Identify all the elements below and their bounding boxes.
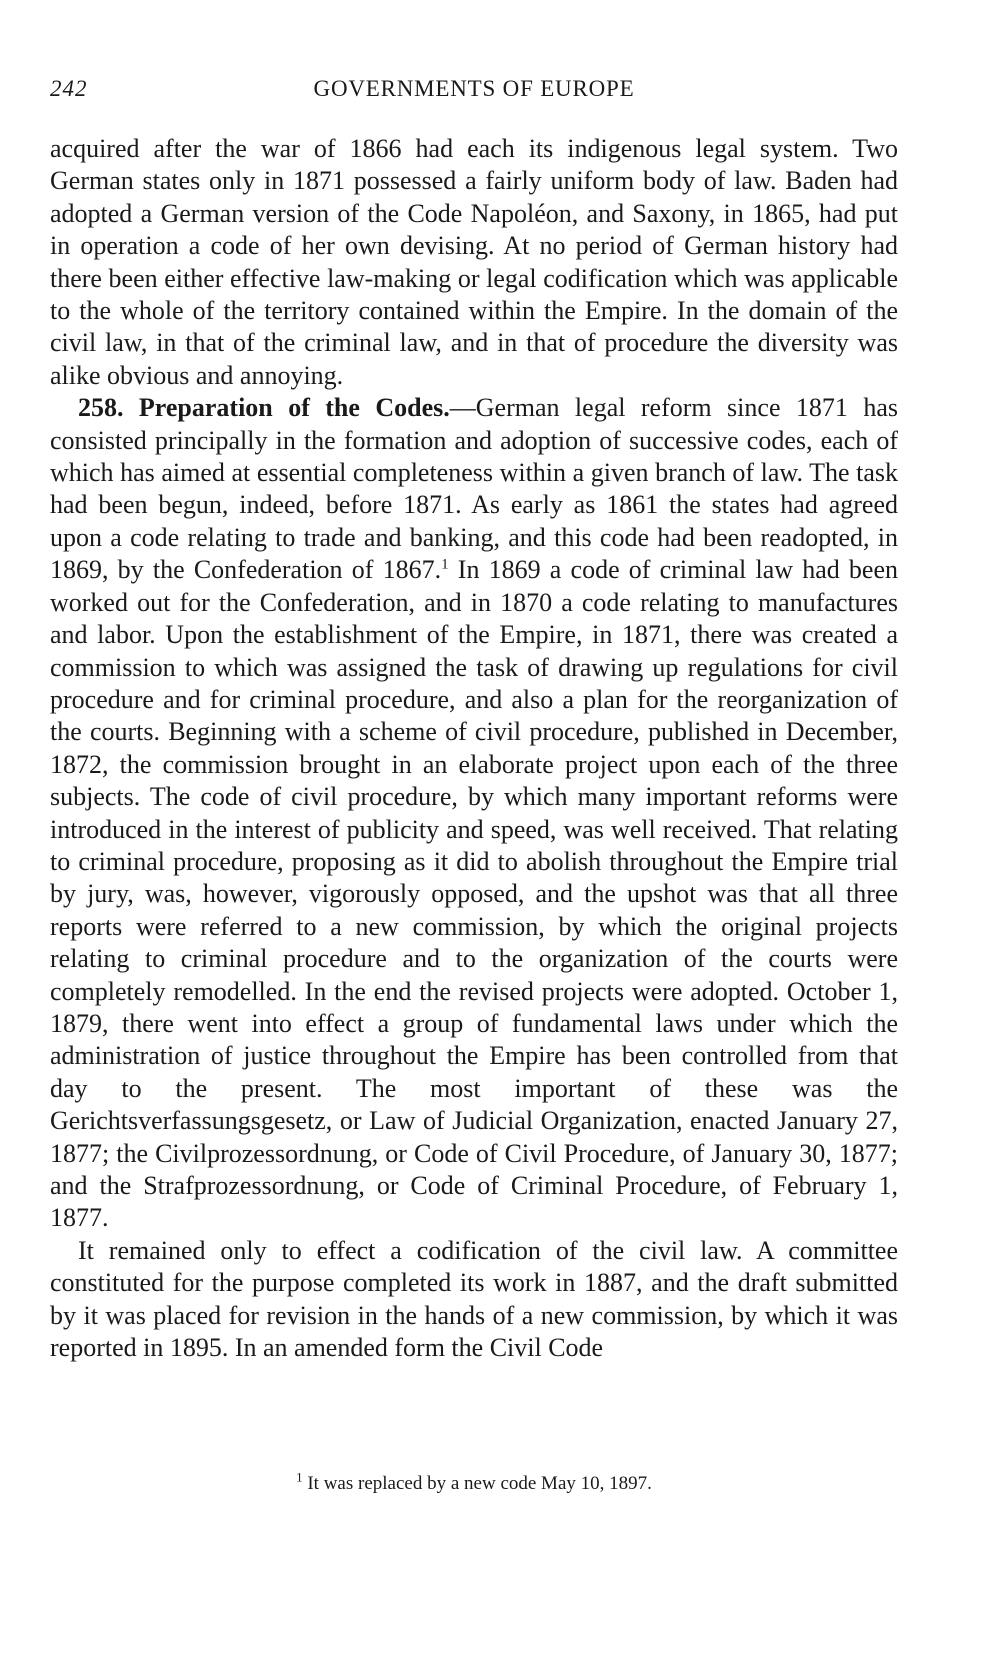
section-258-paragraph [50, 392, 898, 1235]
page-number: 242 [50, 76, 88, 101]
running-title: GOVERNMENTS OF EUROPE [313, 76, 635, 101]
footnote [50, 1469, 898, 1496]
footnote-reference[interactable]: 1 [441, 556, 449, 573]
paragraph-continued: acquired after the war of 1866 had each its indigenous legal system. Two German states only in 1871 possessed a fairly uniform body of law. Baden had adopted a German version of the Code Napoléon, and Saxony, in 1865, had put in operation a code of her own devising. At no period of German history had there been either effective law-making or legal codification which was applicable to the whole of the territory contained within the Empire. In the domain of the civil law, in that of the criminal law, and in that of procedure the diversity was alike obvious and annoying. [50, 134, 898, 390]
section-text-part-2: In 1869 a code of criminal law had been worked out for the Confederation, and in 1870 a code relating to manufactures and labor. Upon the establishment of the Empire, in 1871, there was created a commission to which was assigned the task of drawing up regulations for civil procedure and for criminal procedure, and also a plan for the reorganization of the courts. Beginning with a scheme of civil procedure, published in December, 1872, the commission brought in an elaborate project upon each of the three subjects. The code of civil procedure, by which many important reforms were introduced in the interest of publicity and speed, was well received. That relating to criminal procedure, proposing as it did to abolish throughout the Empire trial by jury, was, however, vigorously opposed, and the upshot was that all three reports were referred to a new commission, by which the original projects relating to criminal procedure and to the organization of the courts were completely remodelled. In the end the revised projects were adopted. October 1, 1879, there went into effect a group of fundamental laws under which the administration of justice throughout the Empire has been controlled from that day to the present. The most important of these was the Gerichtsverfassungsgesetz, or Law of Judicial Organization, enacted January 27, 1877; the Civilprozessordnung, or Code of Civil Procedure, of January 30, 1877; and the Strafprozessordnung, or Code of Criminal Procedure, of February 1, 1877. [50, 555, 899, 1233]
civil-code-paragraph: It remained only to effect a codification of the civil law. A committee constituted for the purpose completed its work in 1887, and the draft submitted by it was placed for revision in the hands of a new commission, by which it was reported in 1895. In an amended form the Civil Code [50, 1235, 898, 1363]
section-text-part-1: —German legal reform since 1871 has consisted principally in the formation and adoption of successive codes, each of which has aimed at essential completeness within a given branch of law. The task had been begun, indeed, before 1871. As early as 1861 the states had agreed upon a code relating to trade and banking, and this code had been readopted, in 1869, by the Confederation of 1867. [50, 393, 898, 585]
body-text [50, 133, 898, 1364]
section-heading: 258. Preparation of the Codes. [78, 393, 450, 423]
footnote-text: It was replaced by a new code May 10, 1897. [302, 1473, 652, 1494]
running-head [50, 76, 898, 110]
footnote-mark: 1 [296, 1469, 303, 1485]
